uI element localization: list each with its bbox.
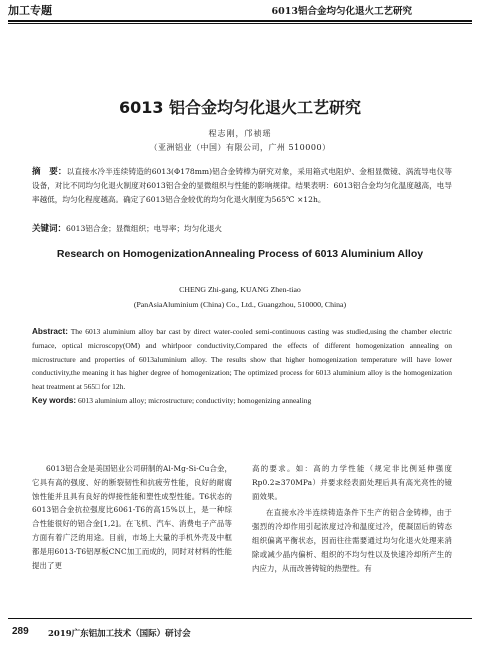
- keywords-cn-text: 6013铝合金；显微组织；电导率；均匀化退火: [66, 224, 223, 233]
- body-paragraph: 高的要求。如：高的力学性能（规定非比例延伸强度Rp0.2≥370MPa）并要求经表面处理后具有高光亮性的镜面效果。: [252, 464, 452, 501]
- paper-title-cn: 6013 铝合金均匀化退火工艺研究: [118, 98, 362, 117]
- authors-en: CHENG Zhi-gang, KUANG Zhen-tiao: [179, 285, 301, 294]
- keywords-cn: [32, 222, 452, 234]
- keywords-cn-label: 关键词：: [32, 224, 67, 234]
- abstract-en: [32, 325, 452, 394]
- authors-cn: 程志刚，邝祯瑶: [208, 129, 272, 138]
- affiliation-cn: （亚洲铝业（中国）有限公司，广州 510000）: [149, 143, 331, 152]
- running-title: 6013铝合金均匀化退火工艺研究: [271, 6, 412, 17]
- header-rule-thin: [8, 23, 472, 24]
- conference-name: 2019广东铝加工技术（国际）研讨会: [48, 629, 191, 639]
- abstract-en-text: The 6013 aluminium alloy bar cast by direct water-cooled semi-continuous casting was studied,using the chamber electric furnace, optical microscopy(OM) and whirlpoor conductivity,Compared the effects of different homogenization annealing on microstructure and properties of 6013aluminium alloy. The results show that higher homogenization temperature will have lower conductivity,the meaning it has higher degree of homogenization; The optimized process for 6013 aluminium alloy is the homogenization heat treatment at 565□ for 12h.: [32, 327, 452, 392]
- abstract-en-label: Abstract:: [32, 327, 68, 336]
- keywords-en-label: Key words:: [32, 396, 77, 405]
- affiliation-en: (PanAsiaAluminium (China) Co., Ltd., Guangzhou, 510000, China): [133, 300, 347, 309]
- header-rule: [8, 20, 472, 22]
- keywords-en: [32, 396, 452, 405]
- footer-rule: [8, 618, 472, 619]
- body-column-left: [32, 462, 232, 572]
- abstract-cn-label: 摘 要：: [32, 167, 67, 177]
- running-header: [0, 0, 480, 22]
- body-column-right: [252, 462, 452, 575]
- page-number: 289: [12, 626, 29, 637]
- body-paragraph: 在直接水冷半连续铸造条件下生产的铝合金铸棒，由于强烈的冷却作用引起浓度过冷和温度过冷，使凝固后的铸态组织偏离平衡状态，因而往往需要通过均匀化退火处理来消除或减少晶内偏析、组织的不均匀性以及快速冷却所产生的内应力，从而改善铸锭的热塑性。有: [252, 508, 452, 573]
- paper-title-en: Research on HomogenizationAnnealing Process of 6013 Aluminium Alloy: [56, 248, 424, 260]
- body-paragraph: 6013铝合金是美国铝业公司研制的Al-Mg-Si-Cu合金，它具有高的强度、好的断裂韧性和抗疲劳性能，良好的耐腐蚀性能并且具有良好的焊接性能和塑性成型性能。T6状态的6013铝合金抗拉强度比6061-T6的高15%以上，是一种综合性能很好的铝合金[1,2]。在飞机、汽车、消费电子产品等方面有着广泛的用途。目前，市场上大量的手机外壳及中框都是用6013-T6铝厚板CNC加工而成的，同时对材料的性能提出了更: [32, 464, 232, 570]
- abstract-cn: [32, 165, 452, 207]
- abstract-cn-text: 以直接水冷半连续铸造的6013(Φ178mm)铝合金铸棒为研究对象，采用箱式电阻炉、金相显微镜、涡流导电仪等设备，对比不同均匀化退火制度对6013铝合金的显微组织与性能的影响规律。结果表明：6013铝合金均匀化温度越高，电导率越低，均匀化程度越高。确定了6013铝合金较优的均匀化退火制度为565℃ ×12h。: [32, 167, 452, 204]
- page-footer: [8, 618, 472, 640]
- keywords-en-text: 6013 aluminium alloy; microstructure; conductivity; homogenizing annealing: [78, 396, 312, 405]
- section-label: 加工专题: [8, 4, 52, 17]
